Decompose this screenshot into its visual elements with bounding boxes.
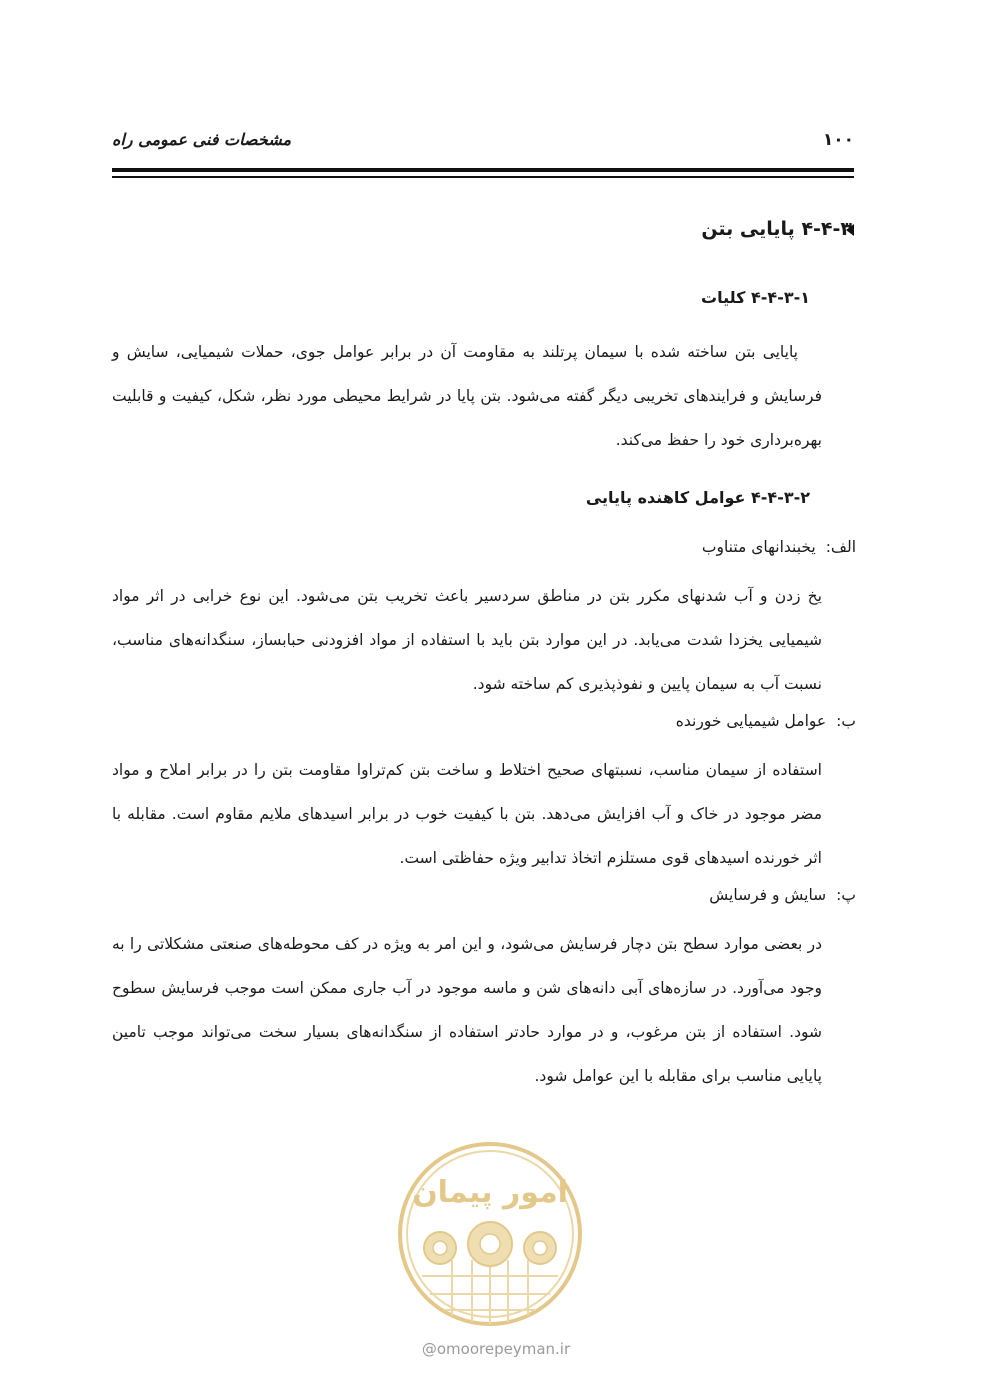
running-title: مشخصات فنی عمومی راه [112, 130, 292, 149]
factor-item-abrasion [709, 886, 856, 904]
header-rule-thin [112, 176, 854, 178]
factor-item-freeze-thaw [702, 538, 856, 556]
item-title: یخبندانهای متناوب [701, 538, 816, 556]
factor-item-chemical [676, 712, 856, 730]
abrasion-paragraph: در بعضی موارد سطح بتن دچار فرسایش می‌شود، و این امر به ویژه در کف محوطه‌های صنعتی مشکلاتی را به وجود می‌آورد. در سازه‌های آبی دانه‌های شن و ماسه موجود در آب جاری ممکن است موجب فرسایش سطوح شود. استفاده از بتن مرغوب، و در موارد حادتر استفاده از سنگدانه‌های بسیار سخت می‌تواند موجب تامین پایایی مناسب برای مقابله با این عوامل شود. [112, 935, 822, 1085]
item-title: عوامل شیمیایی خورنده [675, 712, 827, 730]
general-paragraph: پایایی بتن ساخته شده با سیمان پرتلند به مقاومت آن در برابر عوامل جوی، حملات شیمیایی، سایش و فرسایش و فرایندهای تخریبی دیگر گفته می‌شود. بتن پایا در شرایط محیطی مورد نظر، شکل، کیفیت و قابلیت بهره‌برداری خود را حفظ می‌کند. [112, 343, 822, 449]
subsection-heading-general: ۴-۴-۳-۱ کلیات [700, 288, 810, 307]
subsection-heading-reducing-factors: ۴-۴-۳-۲ عوامل کاهنده پایایی [585, 488, 810, 507]
section-heading: ۴-۴-۳ پایایی بتن [701, 218, 852, 240]
watermark-logo-text: امور پیمان [412, 1175, 568, 1210]
item-marker: الف: [825, 538, 856, 556]
item-marker: ب: [836, 712, 856, 730]
page-number: ۱۰۰ [822, 130, 854, 150]
chemical-paragraph: استفاده از سیمان مناسب، نسبتهای صحیح اختلاط و ساخت بتن کم‌تراوا مقاومت بتن را در برابر املاح و مواد مضر موجود در خاک و آب افزایش می‌دهد. بتن با کیفیت خوب در برابر اسیدهای ملایم مقاوم است. مقابله با اثر خورنده اسیدهای قوی مستلزم اتخاذ تدابیر ویژه حفاظتی است. [112, 761, 822, 867]
header-rule-thick [112, 168, 854, 172]
item-title: سایش و فرسایش [709, 886, 827, 904]
watermark-site-text: @omoorepeyman.ir [421, 1340, 571, 1358]
watermark-seal-icon [392, 1136, 588, 1332]
item-marker: پ: [836, 886, 856, 904]
page-header [112, 128, 854, 158]
freeze-thaw-paragraph: یخ زدن و آب شدنهای مکرر بتن در مناطق سردسیر باعث تخریب بتن می‌شود. این نوع خرابی در اثر مواد شیمیایی یخزدا شدت می‌یابد. در این موارد بتن باید با استفاده از مواد افزودنی حبابساز، سنگدانه‌های مناسب، نسبت آب به سیمان پایین و نفوذپذیری کم ساخته شود. [112, 587, 822, 693]
